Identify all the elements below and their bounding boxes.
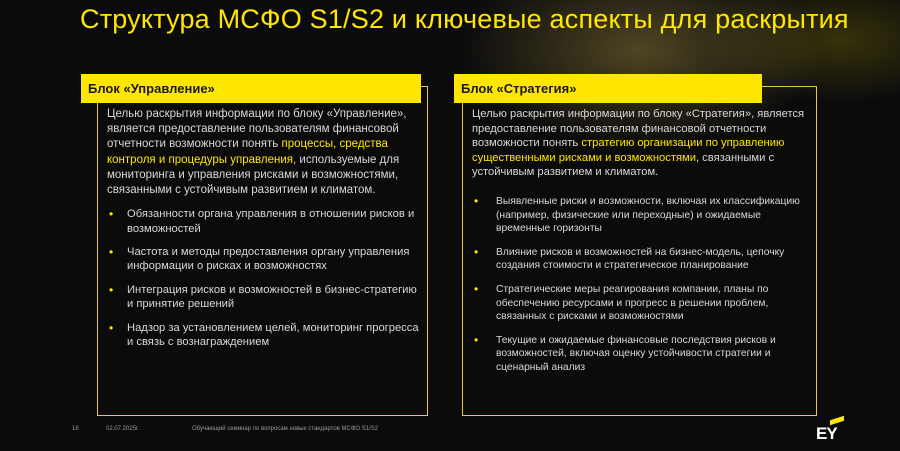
- governance-bullet: [107, 245, 421, 274]
- bullet-dot-icon: •: [109, 320, 114, 335]
- strategy-block-header: Блок «Стратегия»: [454, 74, 762, 103]
- governance-block: [88, 81, 428, 416]
- strategy-bullet: [472, 246, 810, 273]
- footer-date: 02.07.2025г.: [106, 426, 140, 432]
- strategy-bullet: [472, 283, 810, 324]
- bullet-dot-icon: •: [109, 245, 114, 260]
- governance-bullet-list: [107, 207, 421, 349]
- bullet-dot-icon: •: [109, 207, 114, 222]
- governance-bullet: [107, 207, 421, 236]
- footer-caption: Обучающий семинар по вопросам новых стандартов МСФО S1/S2: [192, 426, 379, 432]
- bullet-dot-icon: •: [474, 281, 479, 296]
- governance-intro-text-2: , используемые для мониторинга и управления рисками и возможностями, связанными с устойчивым развитием и климатом.: [107, 153, 400, 197]
- strategy-bullet-list: [472, 195, 810, 375]
- strategy-intro-text-2: , связанными с устойчивым развитием и климатом.: [472, 151, 775, 179]
- strategy-bullet-text: Текущие и ожидаемые финансовые последствия рисков и возможностей, включая оценку устойчивости стратегии и сценарный анализ: [496, 334, 776, 373]
- strategy-intro-highlight: стратегию организации по управлению существенными рисками и возможностями: [472, 137, 785, 164]
- bullet-dot-icon: •: [474, 193, 479, 208]
- strategy-intro: [472, 107, 810, 180]
- strategy-bullet-text: Влияние рисков и возможностей на бизнес-модель, цепочку создания стоимости и стратегическое планирование: [496, 246, 785, 272]
- governance-bullet: [107, 283, 421, 312]
- governance-intro-text-1: Целью раскрытия информации по блоку «Управление», является предоставление пользователям финансовой отчетности возможности понять: [107, 108, 407, 151]
- slide-title: Структура МСФО S1/S2 и ключевые аспекты для раскрытия: [80, 4, 849, 34]
- strategy-bullet-text: Стратегические меры реагирования компании, планы по обеспечению ресурсами и прогресс в решении проблем, связанных с рисками и возможностями: [496, 283, 769, 323]
- strategy-bullet: [472, 334, 810, 375]
- bullet-dot-icon: •: [109, 282, 114, 297]
- logo-text: EY: [816, 424, 837, 443]
- governance-bullet-text: Интеграция рисков и возможностей в бизнес-стратегию и принятие решений: [127, 283, 417, 311]
- page-number: 18: [72, 426, 79, 432]
- governance-bullet-text: Обязанности органа управления в отношении рисков и возможностей: [127, 208, 415, 235]
- strategy-block: [461, 81, 817, 416]
- governance-block-header: Блок «Управление»: [81, 74, 421, 103]
- governance-bullet-text: Частота и методы предоставления органу управления информации о рисках и возможностях: [127, 246, 410, 273]
- governance-block-body: [107, 107, 421, 358]
- governance-intro: [107, 107, 421, 198]
- governance-bullet-text: Надзор за установлением целей, мониторинг прогресса и связь с вознаграждением: [127, 321, 419, 349]
- ey-logo-icon: [816, 418, 846, 446]
- bullet-dot-icon: •: [474, 244, 479, 259]
- strategy-intro-text-1: Целью раскрытия информации по блоку «Стратегия», является предоставление пользователям финансовой отчетности возможности понять: [472, 108, 805, 150]
- strategy-block-body: [472, 107, 810, 385]
- governance-intro-highlight: процессы, средства контроля и процедуры управления: [107, 138, 388, 166]
- governance-bullet: [107, 321, 421, 350]
- bullet-dot-icon: •: [474, 332, 479, 347]
- strategy-bullet: [472, 195, 810, 236]
- strategy-bullet-text: Выявленные риски и возможности, включая их классификацию (например, физические или переходные) и ожидаемые временные горизонты: [496, 195, 800, 235]
